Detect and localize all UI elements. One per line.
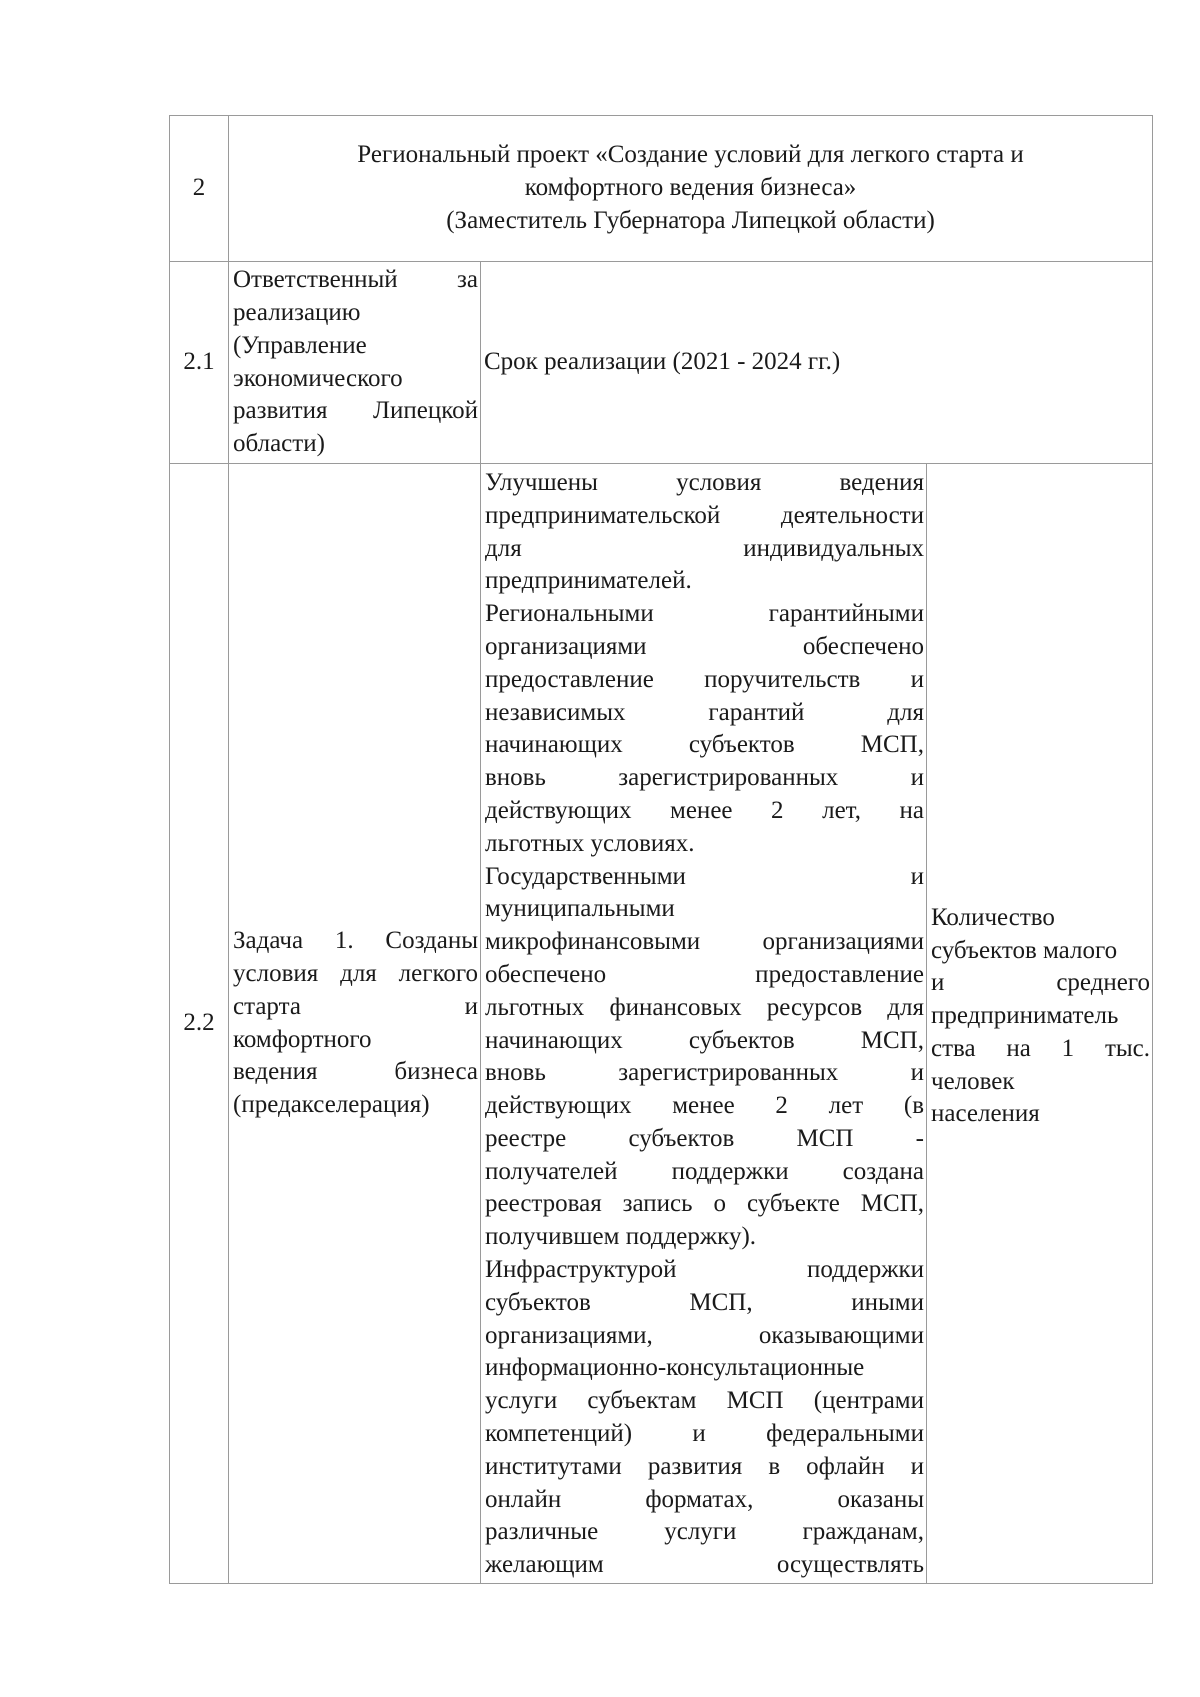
project-title [229, 116, 1153, 262]
project-header-row [170, 116, 1153, 262]
result-line: предпринимательской деятельности [485, 501, 924, 529]
result-line: независимых гарантий для [485, 698, 924, 726]
result-line: микрофинансовыми организациями [485, 928, 924, 956]
result-line: реестровая запись о субъекте МСП, [485, 1190, 924, 1218]
result-line: льготных финансовых ресурсов для [485, 993, 924, 1021]
result-line: действующих менее 2 лет, на [485, 796, 924, 824]
indicator-line: человек [931, 1067, 1015, 1095]
result-line: реестре субъектов МСП - [485, 1124, 924, 1152]
task-row [170, 464, 1153, 1584]
indicator-line: Количество [931, 903, 1055, 931]
indicator-line: предприниматель [931, 1002, 1119, 1030]
responsible-cell [229, 262, 481, 464]
project-table [169, 115, 1153, 1584]
result-line: субъектов МСП, иными [485, 1288, 924, 1316]
result-line: Государственными и [485, 862, 924, 890]
responsible-line: Ответственный за [233, 266, 478, 294]
expected-results-cell [481, 464, 927, 1584]
result-line: начинающих субъектов МСП, [485, 1026, 924, 1054]
implementation-term: Срок реализации (2021 - 2024 гг.) [481, 262, 1153, 464]
result-line: получателей поддержки создана [485, 1157, 924, 1185]
project-title-line: (Заместитель Губернатора Липецкой области) [446, 206, 935, 234]
indicator-line: ства на 1 тыс. [931, 1034, 1151, 1062]
result-line: услуги субъектам МСП (центрами [485, 1387, 924, 1415]
result-line: предоставление поручительств и [485, 665, 924, 693]
task-line: (предакселерация) [233, 1091, 430, 1119]
responsible-line: экономического [233, 364, 403, 392]
result-line: получившем поддержку). [485, 1223, 757, 1251]
result-line: для индивидуальных [485, 534, 924, 562]
result-line: предпринимателей. [485, 567, 692, 595]
result-line: компетенций) и федеральными [485, 1420, 924, 1448]
task-line: условия для легкого [233, 959, 478, 987]
responsible-line: реализацию [233, 298, 361, 326]
result-line: обеспечено предоставление [485, 960, 924, 988]
responsible-line: развития Липецкой [233, 397, 478, 425]
row-number: 2 [170, 116, 229, 262]
result-line: вновь зарегистрированных и [485, 764, 924, 792]
result-line: организациями обеспечено [485, 632, 924, 660]
result-line: информационно-консультационные [485, 1354, 865, 1382]
result-line: действующих менее 2 лет (в [485, 1092, 924, 1120]
indicator-line: и среднего [931, 969, 1151, 997]
project-title-line: Региональный проект «Создание условий для легкого старта и [357, 141, 1024, 169]
result-line: организациями, оказывающими [485, 1321, 924, 1349]
result-paragraph [485, 598, 924, 860]
result-paragraph [485, 1254, 924, 1582]
row-number: 2.1 [170, 262, 229, 464]
responsible-row [170, 262, 1153, 464]
indicator-line: субъектов малого [931, 936, 1118, 964]
indicator-line: населения [931, 1100, 1040, 1128]
result-line: Инфраструктурой поддержки [485, 1256, 924, 1284]
result-line: онлайн форматах, оказаны [485, 1485, 924, 1513]
result-line: различные услуги гражданам, [485, 1518, 924, 1546]
task-line: комфортного [233, 1025, 372, 1053]
task-line: ведения бизнеса [233, 1058, 478, 1086]
row-number: 2.2 [170, 464, 229, 1584]
result-line: льготных условиях. [485, 829, 695, 857]
result-paragraph [485, 861, 924, 1255]
responsible-line: области) [233, 430, 325, 458]
indicator-cell [927, 464, 1153, 1584]
responsible-line: (Управление [233, 331, 367, 359]
project-title-line: комфортного ведения бизнеса» [524, 174, 857, 202]
result-line: желающим осуществлять [485, 1551, 924, 1579]
result-line: муниципальными [485, 895, 675, 923]
result-line: Улучшены условия ведения [485, 468, 924, 496]
result-line: институтами развития в офлайн и [485, 1452, 924, 1480]
result-paragraph [485, 467, 924, 598]
result-line: Региональными гарантийными [485, 600, 924, 628]
task-line: старта и [233, 992, 478, 1020]
result-line: начинающих субъектов МСП, [485, 731, 924, 759]
task-cell [229, 464, 481, 1584]
task-line: Задача 1. Созданы [233, 927, 478, 955]
result-line: вновь зарегистрированных и [485, 1059, 924, 1087]
